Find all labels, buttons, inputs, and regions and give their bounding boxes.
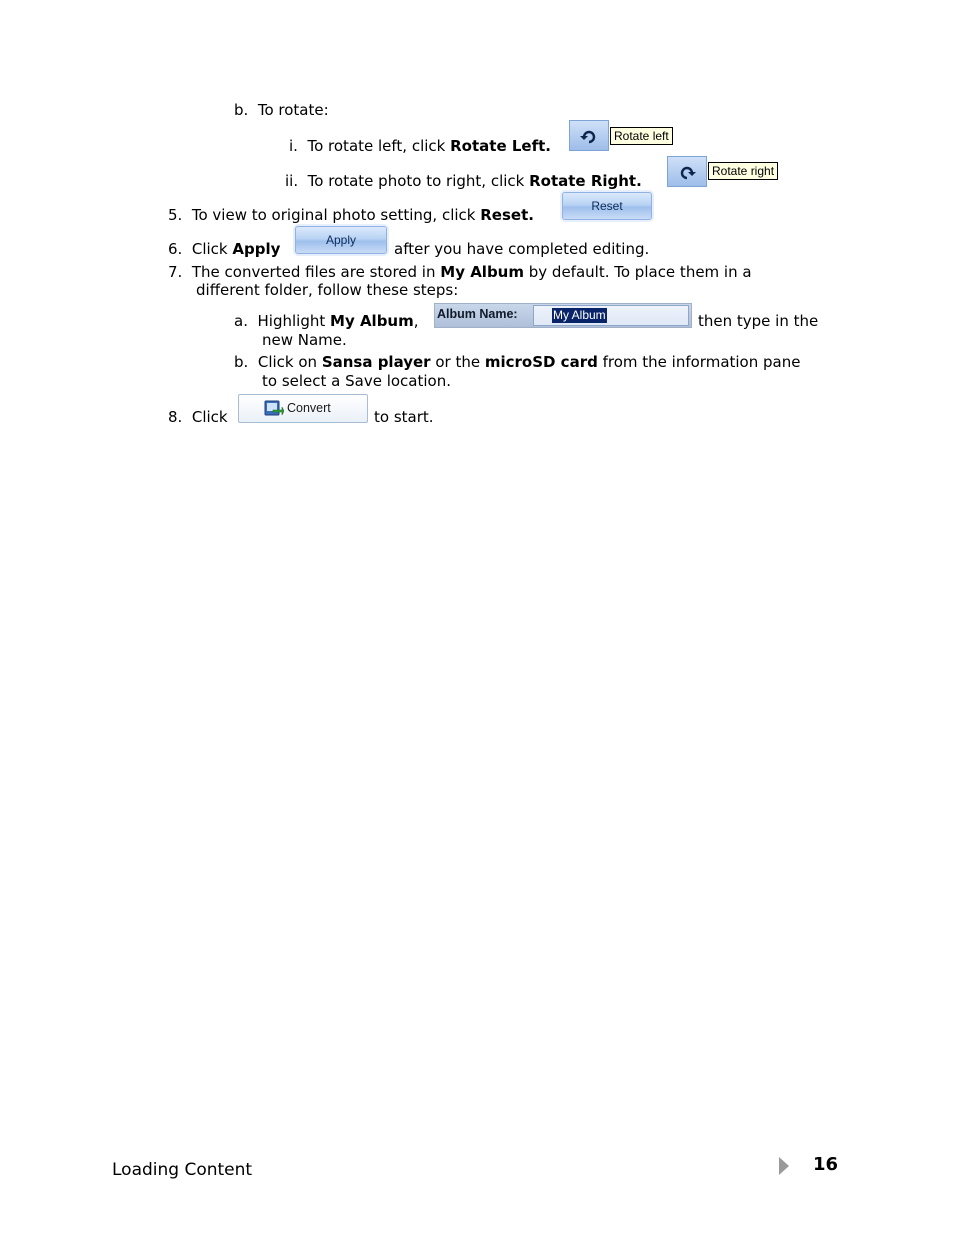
rotate-right-icon — [677, 164, 697, 180]
list-marker: 7. — [168, 263, 183, 281]
step-bold: microSD card — [484, 353, 598, 371]
apply-button[interactable]: Apply — [295, 226, 387, 254]
step-8-tail: to start. — [374, 408, 434, 426]
step-bold: Rotate Left. — [450, 137, 551, 155]
step-bold: Apply — [232, 240, 281, 258]
step-rotate-left — [289, 137, 551, 155]
list-marker: i. — [289, 137, 298, 155]
step-text: Click on — [257, 353, 322, 371]
step-7b-line2: to select a Save location. — [262, 372, 451, 390]
step-text: To rotate: — [257, 101, 329, 119]
step-b-rotate — [234, 101, 329, 119]
step-7a-line2: new Name. — [262, 331, 347, 349]
list-marker: 6. — [168, 240, 183, 258]
convert-icon — [264, 399, 284, 418]
step-6 — [168, 240, 280, 258]
step-text: from the information pane — [597, 353, 801, 371]
step-text: To rotate left, click — [307, 137, 451, 155]
footer-arrow-icon — [779, 1157, 789, 1175]
step-bold: Rotate Right. — [529, 172, 642, 190]
step-text: Click — [191, 408, 228, 426]
step-7a — [234, 312, 419, 330]
page-number: 16 — [813, 1154, 839, 1175]
rotate-left-icon — [579, 128, 599, 144]
step-text: To rotate photo to right, click — [307, 172, 530, 190]
step-bold: My Album — [440, 263, 524, 281]
step-text: or the — [430, 353, 485, 371]
reset-button[interactable]: Reset — [562, 192, 652, 220]
step-5 — [168, 206, 534, 224]
step-7a-tail: then type in the — [698, 312, 819, 330]
convert-button-label: Convert — [287, 401, 331, 415]
album-name-value: My Album — [553, 308, 606, 322]
album-name-bar — [434, 303, 692, 328]
step-text: The converted files are stored in — [191, 263, 441, 281]
rotate-right-button[interactable] — [667, 156, 707, 187]
list-marker: 8. — [168, 408, 183, 426]
step-8 — [168, 408, 228, 426]
step-7b — [234, 353, 800, 371]
list-marker: a. — [234, 312, 248, 330]
list-marker: 5. — [168, 206, 183, 224]
rotate-left-tooltip: Rotate left — [610, 127, 673, 145]
footer-section: Loading Content — [112, 1160, 253, 1180]
step-text: by default. To place them in a — [524, 263, 752, 281]
step-rotate-right — [285, 172, 642, 190]
convert-button[interactable] — [238, 394, 368, 423]
rotate-right-tooltip: Rotate right — [708, 162, 778, 180]
step-7-line2: different folder, follow these steps: — [196, 281, 459, 299]
step-text: , — [413, 312, 419, 330]
step-text: To view to original photo setting, click — [191, 206, 481, 224]
step-bold: Sansa player — [321, 353, 431, 371]
step-6-tail: after you have completed editing. — [394, 240, 650, 258]
list-marker: ii. — [285, 172, 299, 190]
step-bold: My Album — [330, 312, 414, 330]
album-name-label: Album Name: — [437, 307, 518, 321]
step-bold: Reset. — [480, 206, 534, 224]
list-marker: b. — [234, 353, 249, 371]
step-7 — [168, 263, 752, 281]
list-marker: b. — [234, 101, 249, 119]
rotate-left-button[interactable] — [569, 120, 609, 151]
step-text: Click — [191, 240, 233, 258]
album-name-input[interactable] — [533, 305, 689, 326]
step-text: Highlight — [257, 312, 331, 330]
